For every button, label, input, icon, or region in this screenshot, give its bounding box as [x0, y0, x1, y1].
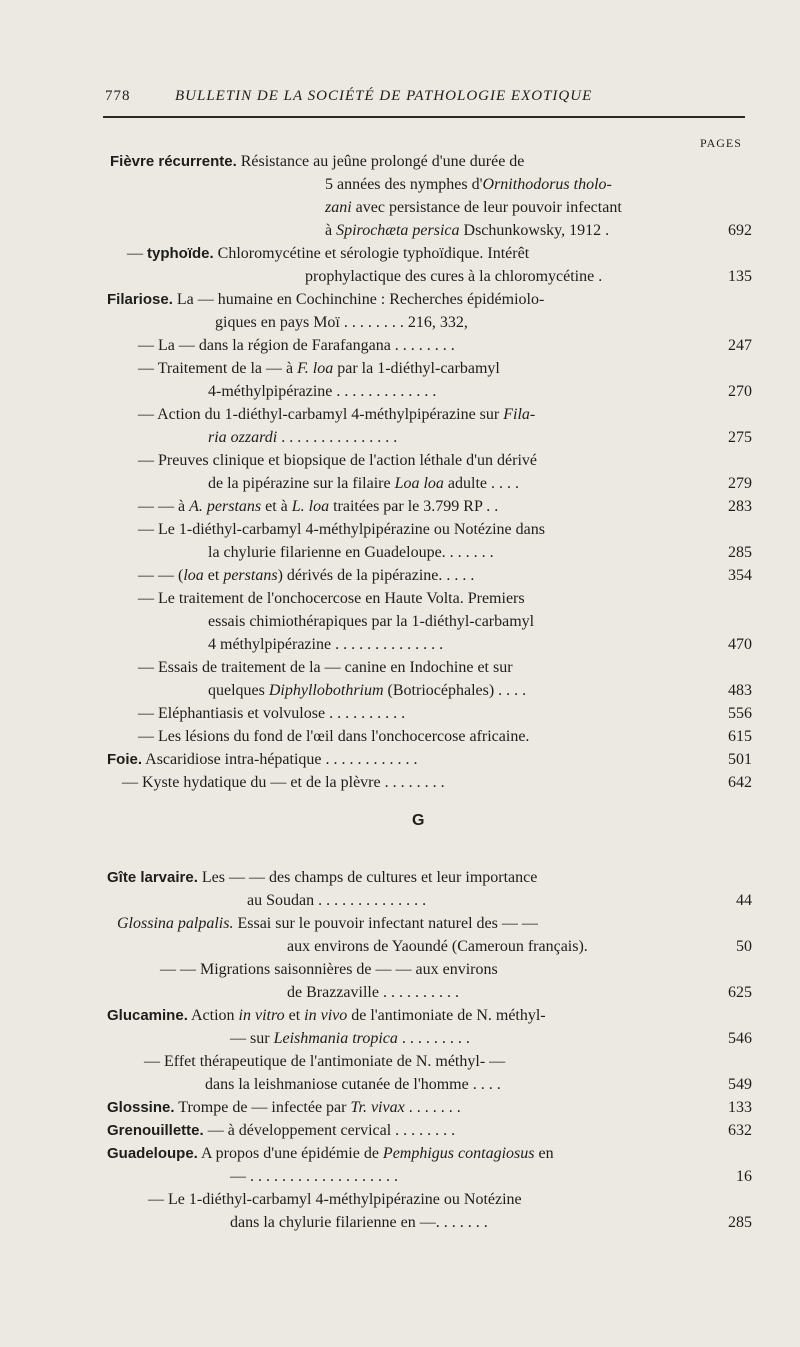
page-reference: 470: [728, 636, 752, 653]
entry-text: . . . . . . . . . . . . . . .: [277, 429, 398, 446]
italic-term: F. loa: [297, 360, 334, 377]
index-entry-line: [208, 612, 534, 632]
entry-text: de la pipérazine sur la filaire: [208, 475, 395, 492]
italic-term: Ornithodorus tholo-: [482, 176, 612, 193]
index-entry-line: [325, 198, 622, 218]
entry-text: en: [534, 1145, 554, 1162]
entry-text: — Preuves clinique et biopsique de l'action léthale d'un dérivé: [138, 452, 537, 469]
page-reference: 556: [728, 705, 752, 722]
entry-text: — Le traitement de l'onchocercose en Haute Volta. Premiers: [138, 590, 525, 607]
page-reference: 501: [728, 751, 752, 768]
index-entry-line: [138, 589, 525, 609]
italic-term: Tr. vivax: [350, 1099, 405, 1116]
italic-term: ria ozzardi: [208, 429, 278, 446]
entry-heading: Grenouillette.: [107, 1122, 204, 1139]
page-reference: 354: [728, 567, 752, 584]
italic-term: in vitro: [238, 1007, 285, 1024]
page-reference: 275: [728, 429, 752, 446]
entry-text: dans la leishmaniose cutanée de l'homme . . . .: [205, 1076, 501, 1093]
entry-text: essais chimiothérapiques par la 1-diéthyl-carbamyl: [208, 613, 535, 630]
entry-text: — Traitement de la — à: [138, 360, 298, 377]
page-reference: 135: [728, 268, 752, 285]
entry-text: Dschunkowsky, 1912 .: [459, 222, 610, 239]
entry-text: La — humaine en Cochinchine : Recherches épidémiolo-: [172, 291, 545, 308]
entry-text: adulte . . . .: [443, 475, 520, 492]
index-entry-line: [138, 497, 498, 517]
index-entry-line: [138, 520, 545, 540]
entry-text: — Le 1-diéthyl-carbamyl 4-méthylpipérazine ou Notézine: [148, 1191, 522, 1208]
italic-term: Loa loa: [394, 475, 444, 492]
italic-term: Leishmania tropica: [273, 1030, 398, 1047]
index-entry-line: [148, 1190, 522, 1210]
pages-column-label: PAGES: [700, 136, 742, 150]
entry-text: Chloromycétine et sérologie typhoïdique. Intérêt: [213, 245, 530, 262]
italic-term: Glossina palpalis.: [117, 915, 234, 932]
entry-text: et à: [261, 498, 292, 515]
entry-heading: Glossine.: [107, 1099, 175, 1116]
index-entry-line: [208, 543, 494, 563]
entry-text: — — (: [138, 567, 184, 584]
index-entry-line: [215, 313, 468, 333]
entry-text: avec persistance de leur pouvoir infectant: [351, 199, 622, 216]
entry-text: traitées par le 3.799 RP . .: [329, 498, 499, 515]
page-reference: 283: [728, 498, 752, 515]
index-entry-line: [205, 1075, 501, 1095]
page-reference: 279: [728, 475, 752, 492]
entry-text: giques en pays Moï . . . . . . . . 216, 332,: [215, 314, 468, 331]
index-entry-line: [110, 152, 524, 172]
page-reference: 270: [728, 383, 752, 400]
entry-text: quelques: [208, 682, 269, 699]
index-entry-line: [325, 221, 609, 241]
page-reference: 625: [728, 984, 752, 1001]
entry-text: Essai sur le pouvoir infectant naturel des — —: [233, 915, 538, 932]
entry-text: Action: [187, 1007, 239, 1024]
index-entry-line: [208, 474, 519, 494]
entry-text: — Action du 1-diéthyl-carbamyl 4-méthylpipérazine sur: [138, 406, 504, 423]
italic-term: Pemphigus contagiosus: [382, 1145, 535, 1162]
page-reference: 44: [736, 892, 752, 909]
entry-text: ) dérivés de la pipérazine. . . . .: [277, 567, 475, 584]
header-rule: [103, 116, 745, 118]
section-letter: G: [412, 812, 425, 829]
entry-text: — sur: [230, 1030, 274, 1047]
index-entry-line: [138, 359, 500, 379]
index-entry-line: [107, 1006, 546, 1026]
italic-term: Spirochæta persica: [336, 222, 460, 239]
page-reference: 285: [728, 1214, 752, 1231]
page-reference: 16: [736, 1168, 752, 1185]
entry-text: — Eléphantiasis et volvulose . . . . . . . . . .: [138, 705, 406, 722]
index-entry-line: [107, 750, 418, 770]
entry-text: — Kyste hydatique du — et de la plèvre . . . . . . . .: [122, 774, 445, 791]
entry-text: . . . . . . . . .: [397, 1030, 470, 1047]
italic-term: Diphyllobothrium: [268, 682, 384, 699]
index-entry-line: [287, 937, 588, 957]
italic-term: in vivo: [304, 1007, 348, 1024]
entry-text: 4-méthylpipérazine . . . . . . . . . . . . .: [208, 383, 437, 400]
entry-text: Ascaridiose intra-hépatique . . . . . . . . . . . .: [142, 751, 418, 768]
entry-text: Résistance au jeûne prolongé d'une durée de: [236, 153, 525, 170]
index-entry-line: [138, 336, 455, 356]
entry-heading: Filariose.: [107, 291, 173, 308]
entry-text: 5 années des nymphes d': [325, 176, 483, 193]
page-reference: 247: [728, 337, 752, 354]
index-entry-line: [230, 1029, 470, 1049]
entry-text: par la 1-diéthyl-carbamyl: [333, 360, 500, 377]
index-entry-line: [138, 566, 474, 586]
index-entry-line: [208, 681, 526, 701]
page-reference: 692: [728, 222, 752, 239]
index-entry-line: [127, 244, 529, 264]
page-reference: 133: [728, 1099, 752, 1116]
entry-text: et: [203, 567, 224, 584]
index-entry-line: [117, 914, 538, 934]
entry-text: à: [325, 222, 337, 239]
index-entry-line: [287, 983, 459, 1003]
italic-term: perstans: [223, 567, 278, 584]
entry-text: au Soudan . . . . . . . . . . . . . .: [247, 892, 427, 909]
page-reference: 549: [728, 1076, 752, 1093]
entry-text: aux environs de Yaoundé (Cameroun français).: [287, 938, 588, 955]
entry-heading: Foie.: [107, 751, 143, 768]
index-entry-line: [138, 451, 537, 471]
index-entry-line: [138, 704, 405, 724]
index-entry-line: [208, 635, 443, 655]
index-entry-line: [325, 175, 612, 195]
entry-text: (Botriocéphales) . . . .: [383, 682, 527, 699]
index-entry-line: [107, 868, 537, 888]
entry-text: — . . . . . . . . . . . . . . . . . . .: [230, 1168, 398, 1185]
index-entry-line: [230, 1213, 488, 1233]
entry-text: —: [127, 245, 147, 262]
entry-text: — à développement cervical . . . . . . . .: [203, 1122, 456, 1139]
index-entry-line: [208, 382, 436, 402]
page-reference: 483: [728, 682, 752, 699]
journal-title: BULLETIN DE LA SOCIÉTÉ DE PATHOLOGIE EXOTIQUE: [175, 88, 593, 104]
page-reference: 632: [728, 1122, 752, 1139]
entry-text: — Essais de traitement de la — canine en Indochine et sur: [138, 659, 513, 676]
entry-text: de Brazzaville . . . . . . . . . .: [287, 984, 459, 1001]
page-reference: 50: [736, 938, 752, 955]
entry-text: — Le 1-diéthyl-carbamyl 4-méthylpipérazine ou Notézine dans: [138, 521, 545, 538]
entry-text: — — Migrations saisonnières de — — aux environs: [160, 961, 498, 978]
entry-heading: Guadeloupe.: [107, 1145, 198, 1162]
index-entry-line: [208, 428, 397, 448]
italic-term: L. loa: [291, 498, 330, 515]
index-entry-line: [138, 405, 535, 425]
index-entry-line: [305, 267, 602, 287]
page-reference: 642: [728, 774, 752, 791]
entry-heading: Glucamine.: [107, 1007, 188, 1024]
index-entry-line: [107, 290, 544, 310]
entry-text: — — à: [138, 498, 190, 515]
entry-text: et: [284, 1007, 305, 1024]
entry-text: — Effet thérapeutique de l'antimoniate de N. méthyl- —: [144, 1053, 506, 1070]
entry-text: 4 méthylpipérazine . . . . . . . . . . . . . .: [208, 636, 444, 653]
entry-text: A propos d'une épidémie de: [197, 1145, 383, 1162]
index-entry-line: [144, 1052, 505, 1072]
index-entry-line: [107, 1121, 455, 1141]
index-entry-line: [107, 1144, 554, 1164]
entry-text: dans la chylurie filarienne en —. . . . . . .: [230, 1214, 488, 1231]
entry-text: Trompe de — infectée par: [174, 1099, 351, 1116]
page-reference: 546: [728, 1030, 752, 1047]
page-number: 778: [105, 88, 131, 104]
entry-text: de l'antimoniate de N. méthyl-: [347, 1007, 546, 1024]
italic-term: Fila-: [503, 406, 536, 423]
index-entry-line: [160, 960, 498, 980]
index-entry-line: [107, 1098, 461, 1118]
index-entry-line: [138, 658, 513, 678]
entry-heading: Gîte larvaire.: [107, 869, 198, 886]
index-entry-line: [122, 773, 445, 793]
entry-text: . . . . . . .: [404, 1099, 461, 1116]
entry-text: — Les lésions du fond de l'œil dans l'onchocercose africaine.: [138, 728, 530, 745]
index-entry-line: [138, 727, 529, 747]
italic-term: A. perstans: [189, 498, 262, 515]
italic-term: zani: [325, 199, 352, 216]
entry-text: — La — dans la région de Farafangana . . . . . . . .: [138, 337, 455, 354]
entry-text: prophylactique des cures à la chloromycétine .: [305, 268, 603, 285]
index-entry-line: [230, 1167, 398, 1187]
page-reference: 615: [728, 728, 752, 745]
index-entry-line: [247, 891, 426, 911]
italic-term: loa: [183, 567, 204, 584]
page-reference: 285: [728, 544, 752, 561]
entry-heading: Fièvre récurrente.: [110, 153, 237, 170]
entry-heading: typhoïde.: [147, 245, 214, 262]
entry-text: la chylurie filarienne en Guadeloupe. . . . . . .: [208, 544, 494, 561]
entry-text: Les — — des champs de cultures et leur importance: [197, 869, 538, 886]
